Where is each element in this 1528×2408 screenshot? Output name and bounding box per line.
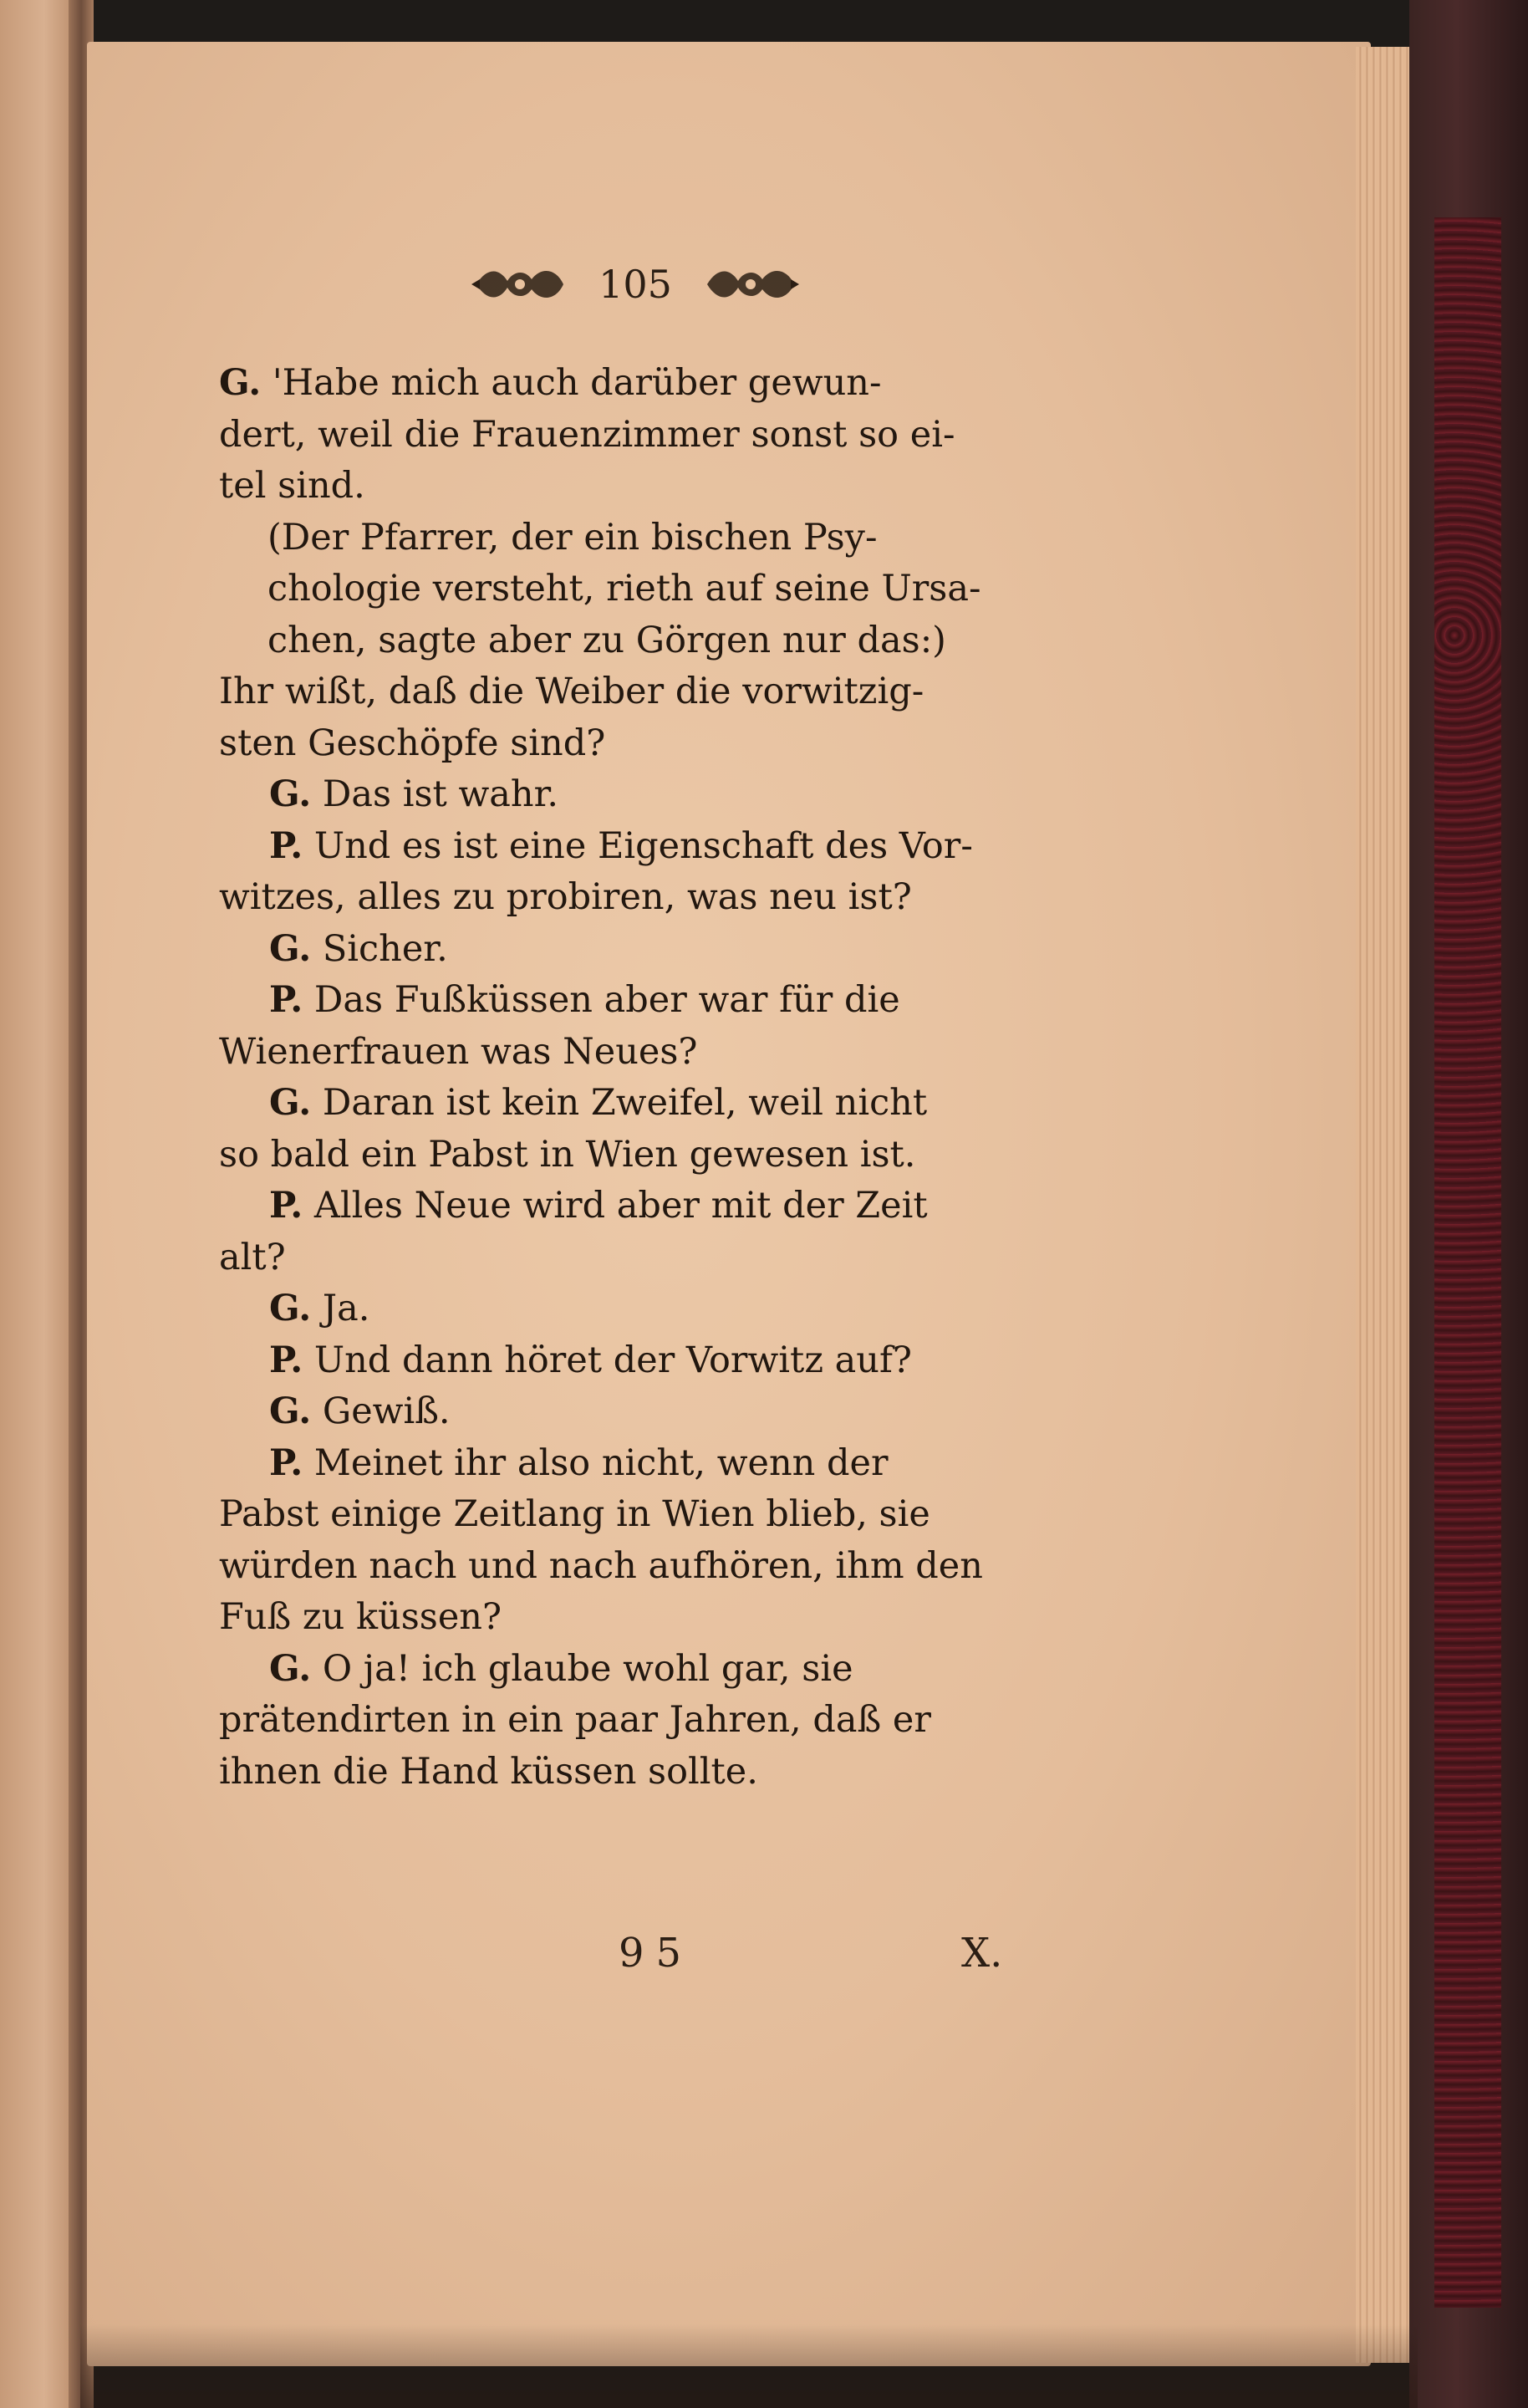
text-line: G. Ja. [269,1288,370,1329]
text-line: witzes, alles zu probiren, was neu ist? [219,876,912,918]
speaker-label: P. [269,1441,303,1484]
speaker-label: G. [269,1288,312,1329]
text-line: chen, sagte aber zu Görgen nur das:) [267,619,946,661]
text-line: Ihr wißt, daß die Weiber die vorwitzig- [219,671,924,712]
running-header [443,251,828,318]
text-line: Wienerfrauen was Neues? [219,1030,698,1073]
speaker-label: G. [269,773,312,815]
text-line: (Der Pfarrer, der ein bischen Psy- [267,516,878,559]
text-line: tel sind. [219,465,365,507]
speaker-label: G. [269,927,312,970]
text-line: G. Sicher. [269,927,448,970]
text-line: prätendirten in ein paar Jahren, daß er [219,1699,931,1741]
page-footer [619,1930,1036,1988]
text-line: würden nach und nach aufhören, ihm den [219,1544,983,1587]
speaker-label: G. [269,1390,312,1432]
text-line: P. Alles Neue wird aber mit der Zeit [269,1185,928,1227]
page-number: 105 [598,262,672,307]
text-line: G. Gewiß. [269,1390,451,1432]
text-line: ihnen die Hand küssen sollte. [219,1750,758,1793]
marbled-cover-icon [1434,217,1501,2308]
text-line: chologie versteht, rieth auf seine Ursa- [267,568,981,610]
speaker-label: P. [269,1339,303,1381]
speaker-label: P. [269,1185,303,1227]
right-ornament-icon [700,259,801,309]
text-line: dert, weil die Frauenzimmer sonst so ei- [219,413,955,456]
text-line: alt? [219,1236,286,1278]
speaker-label: G. [219,362,262,404]
speaker-label: P. [269,979,303,1021]
text-line: G. O ja! ich glaube wohl gar, sie [269,1647,853,1690]
page-text [219,358,1063,1798]
speaker-label: G. [269,1647,312,1690]
page-bottom-shadow [80,2324,1418,2408]
text-line: G. Das ist wahr. [269,773,559,815]
text-line: so bald ein Pabst in Wien gewesen ist. [219,1133,916,1176]
text-line: Fuß zu küssen? [219,1596,502,1638]
text-line: P. Das Fußküssen aber war für die [269,979,900,1021]
text-line: sten Geschöpfe sind? [219,722,606,764]
catchword: X. [961,1930,1003,1977]
speaker-label: P. [269,824,303,867]
text-line: P. Und es ist eine Eigenschaft des Vor- [269,824,973,867]
speaker-label: G. [269,1082,312,1124]
page-edges [1356,47,1409,2363]
text-line: P. Meinet ihr also nicht, wenn der [269,1441,889,1484]
text-line: P. Und dann höret der Vorwitz auf? [269,1339,912,1381]
text-line: Pabst einige Zeitlang in Wien blieb, sie [219,1493,930,1535]
text-line: G. Daran ist kein Zweifel, weil nicht [269,1082,928,1124]
signature-mark: 95 [619,1930,694,1977]
left-ornament-icon [470,259,570,309]
text-line: G. 'Habe mich auch darüber gewun- [219,362,882,404]
